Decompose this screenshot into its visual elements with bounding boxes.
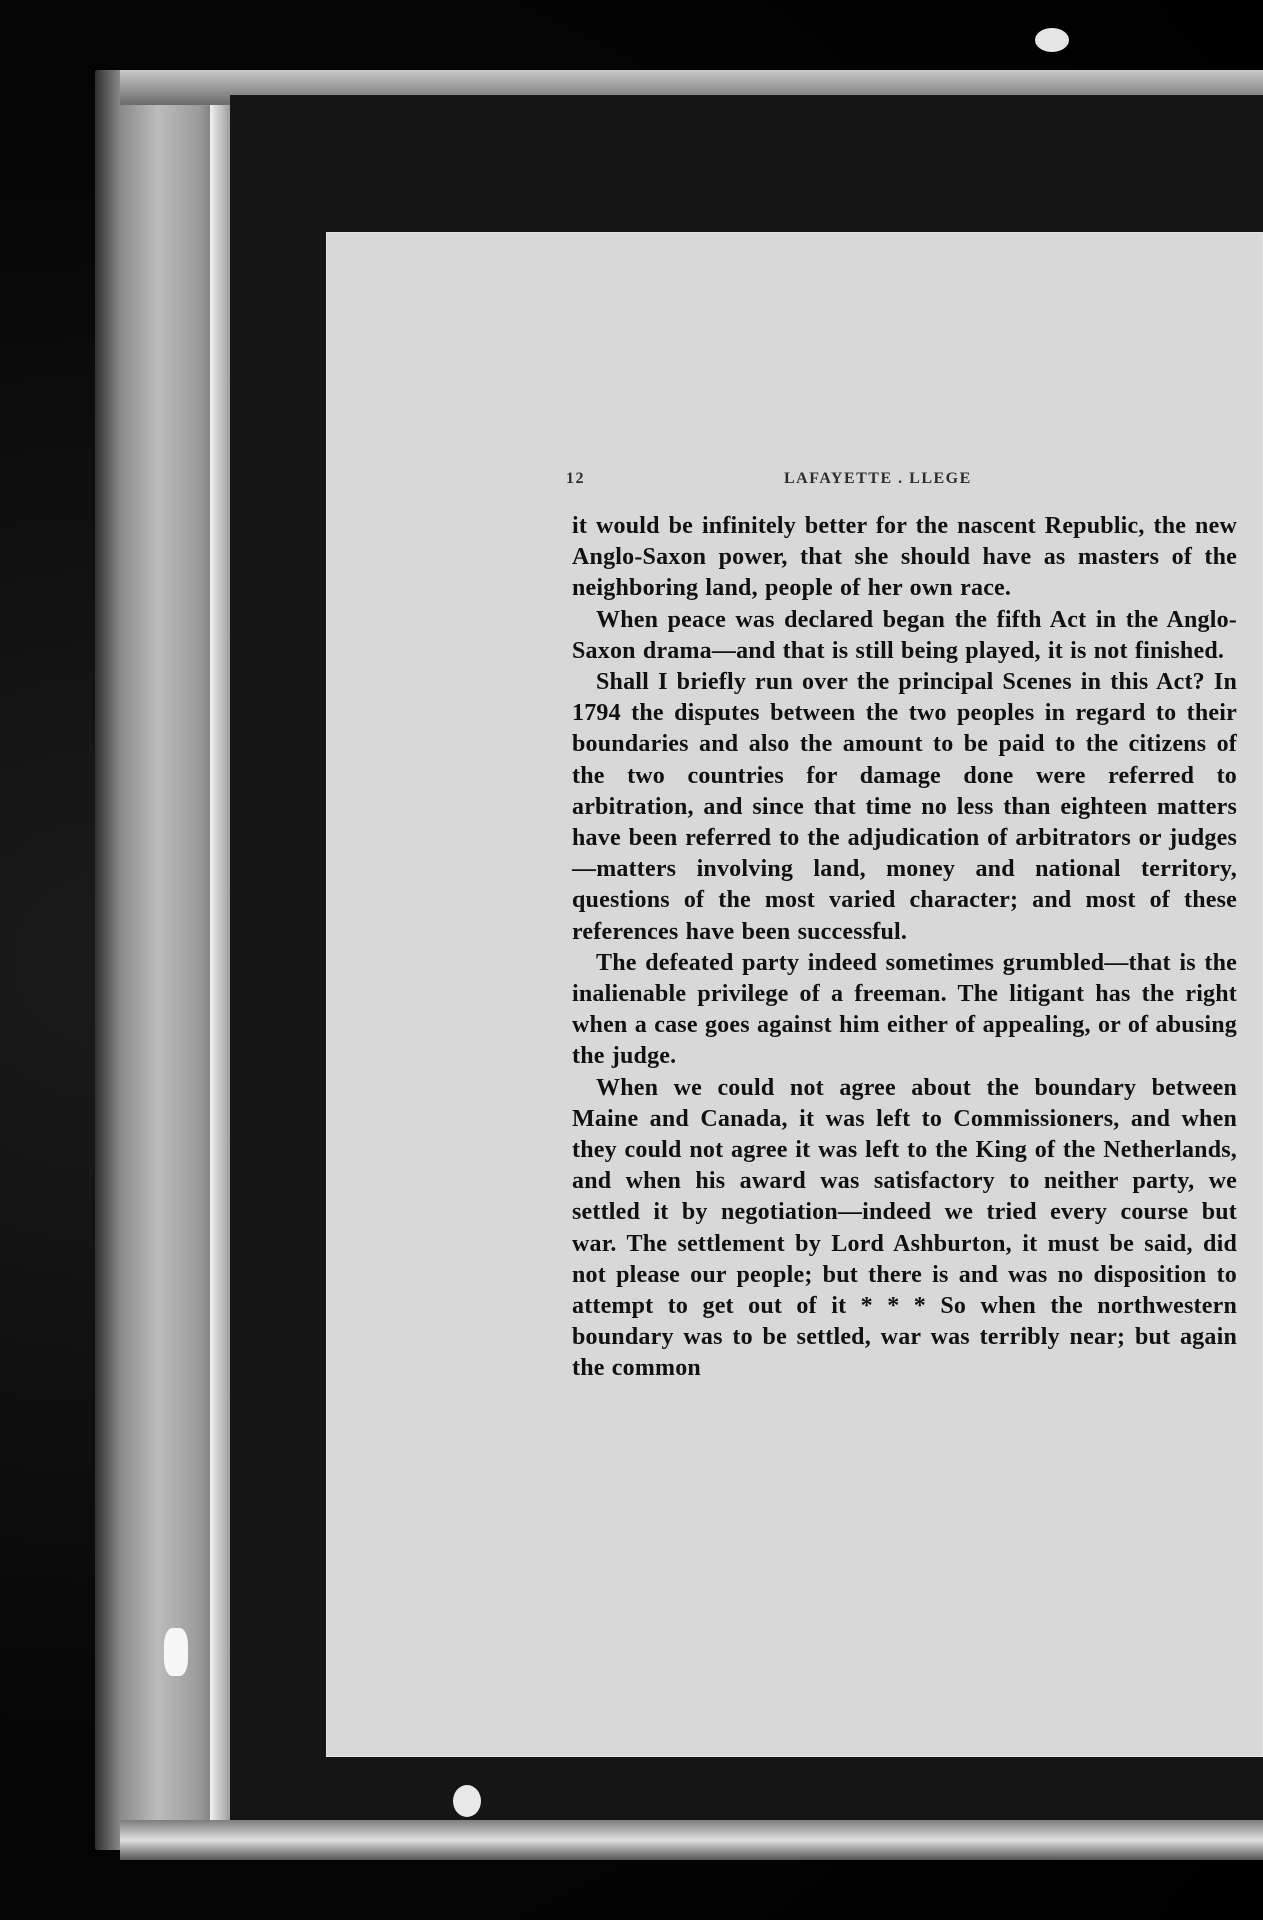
- paragraph-5: When we could not agree about the boundary between Maine and Canada, it was left to Commissioners, and when they could not agree it was left to the King of the Netherlands, and when his award was satisfactory to neither party, we settled it by negotiation—indeed we tried every course but war. The settlement by Lord Ashburton, it must be said, did not please our people; but there is and was no disposition to attempt to get out of it * * * So when the northwestern boundary was to be settled, war was terribly near; but again the common: [572, 1074, 1237, 1382]
- paragraph-2: When peace was declared began the fifth Act in the Anglo-Saxon drama—and that is still being played, it is not finished.: [572, 606, 1237, 664]
- left-white-speck: [164, 1628, 188, 1676]
- top-white-speck: [1035, 28, 1069, 52]
- page-number: 12: [566, 470, 585, 487]
- page-header: [566, 470, 1236, 498]
- running-head: LAFAYETTE . LLEGE: [784, 470, 972, 487]
- paragraph-4: The defeated party indeed sometimes grumbled—that is the inalienable privilege of a freeman. The litigant has the right when a case goes against him either of appealing, or of abusing the judge.: [572, 949, 1237, 1070]
- bottom-white-speck: [453, 1785, 481, 1817]
- paragraph-3: Shall I briefly run over the principal Scenes in this Act? In 1794 the disputes between the two peoples in regard to their boundaries and also the amount to be paid to the citizens of the two countries for damage done were referred to arbitration, and since that time no less than eighteen matters have been referred to the adjudication of arbitrators or judges—matters involving land, money and national territory, questions of the most varied character; and most of these references have been successful.: [572, 669, 1237, 945]
- paragraph-1: it would be infinitely better for the nascent Republic, the new Anglo-Saxon power, that she should have as masters of the neighboring land, people of her own race.: [572, 513, 1237, 602]
- bottom-cover-edge: [120, 1820, 1263, 1860]
- page-body-text: [572, 511, 1237, 1385]
